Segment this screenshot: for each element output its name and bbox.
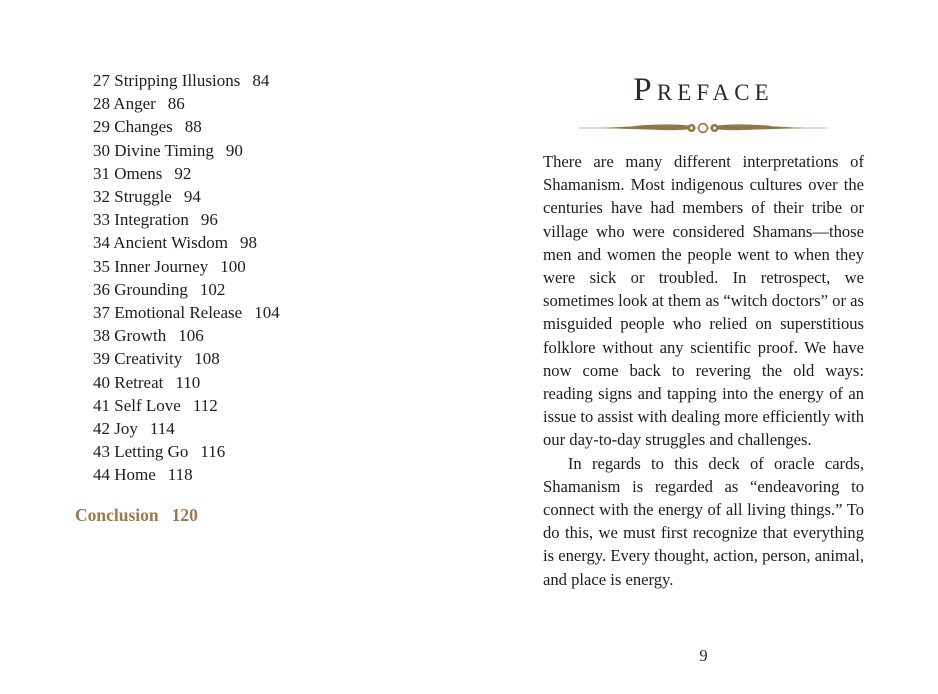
toc-entry bbox=[93, 92, 280, 115]
toc-entry bbox=[93, 417, 280, 440]
toc-entry-page: 100 bbox=[220, 256, 246, 276]
toc-entry-label: 35 Inner Journey bbox=[93, 256, 209, 276]
toc-entry bbox=[93, 255, 280, 278]
toc-entry-label: 39 Creativity bbox=[93, 349, 183, 369]
toc-entry bbox=[93, 278, 280, 301]
toc-entry bbox=[93, 139, 280, 162]
toc-entry-label: 31 Omens bbox=[93, 163, 163, 183]
toc-entry-label: 32 Struggle bbox=[93, 187, 172, 207]
toc-conclusion-entry bbox=[75, 505, 198, 526]
toc-entry-page: 104 bbox=[254, 303, 280, 323]
toc-entry-page: 108 bbox=[194, 349, 220, 369]
toc-entry-label: 30 Divine Timing bbox=[93, 140, 214, 160]
toc-entry bbox=[93, 301, 280, 324]
page-number: 9 bbox=[699, 646, 708, 665]
toc-entry-page: 114 bbox=[149, 419, 175, 439]
toc-entry bbox=[93, 347, 280, 370]
preface-body bbox=[543, 150, 864, 591]
toc-entry-page: 84 bbox=[252, 71, 270, 90]
toc-entry bbox=[93, 463, 280, 486]
toc-entry-label: 27 Stripping Illusions bbox=[93, 71, 241, 90]
toc-entry-page: 86 bbox=[167, 94, 185, 114]
preface-paragraph: There are many different interpretations of Shamanism. Most indigenous cultures over the centuries have had members of their tribe or village who were considered Shamans—those men and women the people went to when they were sick or troubled. In retrospect, we sometimes look at them as “witch doctors” or as misguided people who relied on superstitious folklore without any scientific proof. We have now come back to revering the old ways: reading signs and tapping into the energy of an issue to assist with dealing more efficiently with our day-to-day struggles and challenges. bbox=[543, 152, 864, 450]
toc-entry-label: 42 Joy bbox=[93, 419, 138, 439]
toc-entry bbox=[93, 324, 280, 347]
toc-entry bbox=[93, 394, 280, 417]
toc-entry bbox=[93, 115, 280, 138]
toc-entry-label: 37 Emotional Release bbox=[93, 303, 243, 323]
toc-entry-label: 43 Letting Go bbox=[93, 442, 189, 462]
toc-entry-page: 96 bbox=[200, 210, 218, 230]
toc-conclusion-label: Conclusion bbox=[75, 505, 159, 525]
toc-entry-page: 106 bbox=[178, 326, 204, 346]
toc-entry-label: 41 Self Love bbox=[93, 395, 181, 415]
toc-entry-page: 94 bbox=[183, 187, 201, 207]
toc-entry bbox=[93, 185, 280, 208]
toc-entry bbox=[93, 208, 280, 231]
toc-entry bbox=[93, 371, 280, 394]
toc-entry-label: 36 Grounding bbox=[93, 279, 188, 299]
toc-entry bbox=[93, 231, 280, 254]
preface-paragraph: In regards to this deck of oracle cards, Shamanism is regarded as “endeavoring to connect with the energy of all living things.” To do this, we must first recognize that everything is energy. Every thought, action, person, animal, and place is energy. bbox=[543, 453, 864, 589]
toc-entry-page: 88 bbox=[184, 117, 202, 137]
toc-entry-page: 92 bbox=[174, 163, 192, 183]
toc-entry-page: 112 bbox=[192, 395, 218, 415]
toc-entry-page: 116 bbox=[200, 442, 226, 462]
toc-entry-label: 33 Integration bbox=[93, 210, 189, 230]
toc-entry-label: 40 Retreat bbox=[93, 372, 164, 392]
toc-entry-page: 102 bbox=[199, 279, 226, 299]
toc-entry-page: 110 bbox=[175, 372, 201, 392]
toc-conclusion-page: 120 bbox=[171, 505, 198, 525]
toc-entry bbox=[93, 69, 280, 92]
toc-entry-label: 38 Growth bbox=[93, 326, 167, 346]
toc-entry bbox=[93, 162, 280, 185]
ornamental-divider-icon bbox=[578, 120, 828, 136]
toc-entry bbox=[93, 440, 280, 463]
toc-entry-label: 34 Ancient Wisdom bbox=[93, 233, 228, 253]
toc-entry-page: 98 bbox=[240, 233, 257, 253]
toc-entry-label: 28 Anger bbox=[93, 94, 156, 114]
table-of-contents bbox=[93, 69, 280, 487]
toc-entry-page: 118 bbox=[167, 465, 193, 485]
toc-entry-label: 29 Changes bbox=[93, 117, 173, 137]
page-title: PREFACE bbox=[633, 72, 774, 108]
toc-entry-page: 90 bbox=[225, 140, 243, 160]
toc-entry-label: 44 Home bbox=[93, 465, 156, 485]
